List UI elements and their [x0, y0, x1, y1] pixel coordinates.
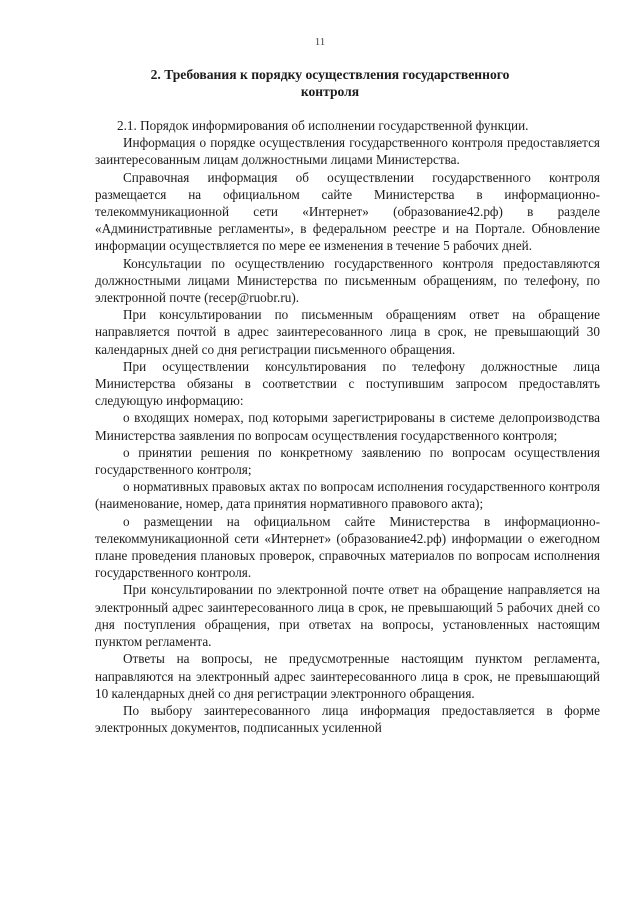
- paragraph: Ответы на вопросы, не предусмотренные настоящим пунктом регламента, направляются на электронный адрес заинтересованного лица в срок, не превышающий 10 календарных дней со дня регистрации электронного обращения.: [95, 651, 600, 701]
- paragraph: При консультировании по электронной почте ответ на обращение направляется на электронный адрес заинтересованного лица в срок, не превышающий 5 рабочих дней со дня поступления обращения, при ответах на вопросы, установленных настоящим пунктом регламента.: [95, 582, 600, 650]
- list-item: о входящих номерах, под которыми зарегистрированы в системе делопроизводства Министерства заявления по вопросам осуществления государственного контроля;: [95, 410, 600, 443]
- list-item: о принятии решения по конкретному заявлению по вопросам осуществления государственного контроля;: [95, 444, 600, 478]
- list-item: о размещении на официальном сайте Министерства в информационно-телекоммуникационной сети «Интернет» (образование42.рф) информации о ежегодном плане проведения плановых проверок, справочных материалов по вопросам исполнения государственного контроля.: [95, 513, 600, 581]
- page-number: 11: [314, 36, 326, 48]
- paragraph: Информация о порядке осуществления государственного контроля предоставляется заинтересованным лицам должностными лицами Министерства.: [95, 135, 600, 168]
- paragraph: 2.1. Порядок информирования об исполнении государственной функции.: [117, 118, 529, 133]
- paragraph: По выбору заинтересованного лица информация предоставляется в форме электронных документов, подписанных усиленной: [95, 702, 600, 736]
- list-item: о нормативных правовых актах по вопросам исполнения государственного контроля (наименование, номер, дата принятия нормативного правового акта);: [95, 479, 600, 512]
- paragraph: При консультировании по письменным обращениям ответ на обращение направляется почтой в адрес заинтересованного лица в срок, не превышающий 30 календарных дней со дня регистрации письменного обращения.: [95, 307, 600, 357]
- document-body: [95, 117, 600, 736]
- paragraph: Справочная информация об осуществлении государственного контроля размещается на официальном сайте Министерства в информационно-телекоммуникационной сети «Интернет» (образование42.рф) в разделе «Административные регламенты», в федеральном реестре и на Портале. Обновление информации осуществляется по мере ее изменения в течение 5 рабочих дней.: [95, 169, 600, 254]
- paragraph: При осуществлении консультирования по телефону должностные лица Министерства обязаны в соответствии с поступившим запросом предоставлять следующую информацию:: [95, 358, 600, 409]
- paragraph: Консультации по осуществлению государственного контроля предоставляются должностными лицами Министерства по письменным обращениям, по телефону, по электронной почте (recep@ruobr.ru).: [95, 255, 600, 306]
- section-heading: 2. Требования к порядку осуществления государственного контроля: [150, 67, 510, 99]
